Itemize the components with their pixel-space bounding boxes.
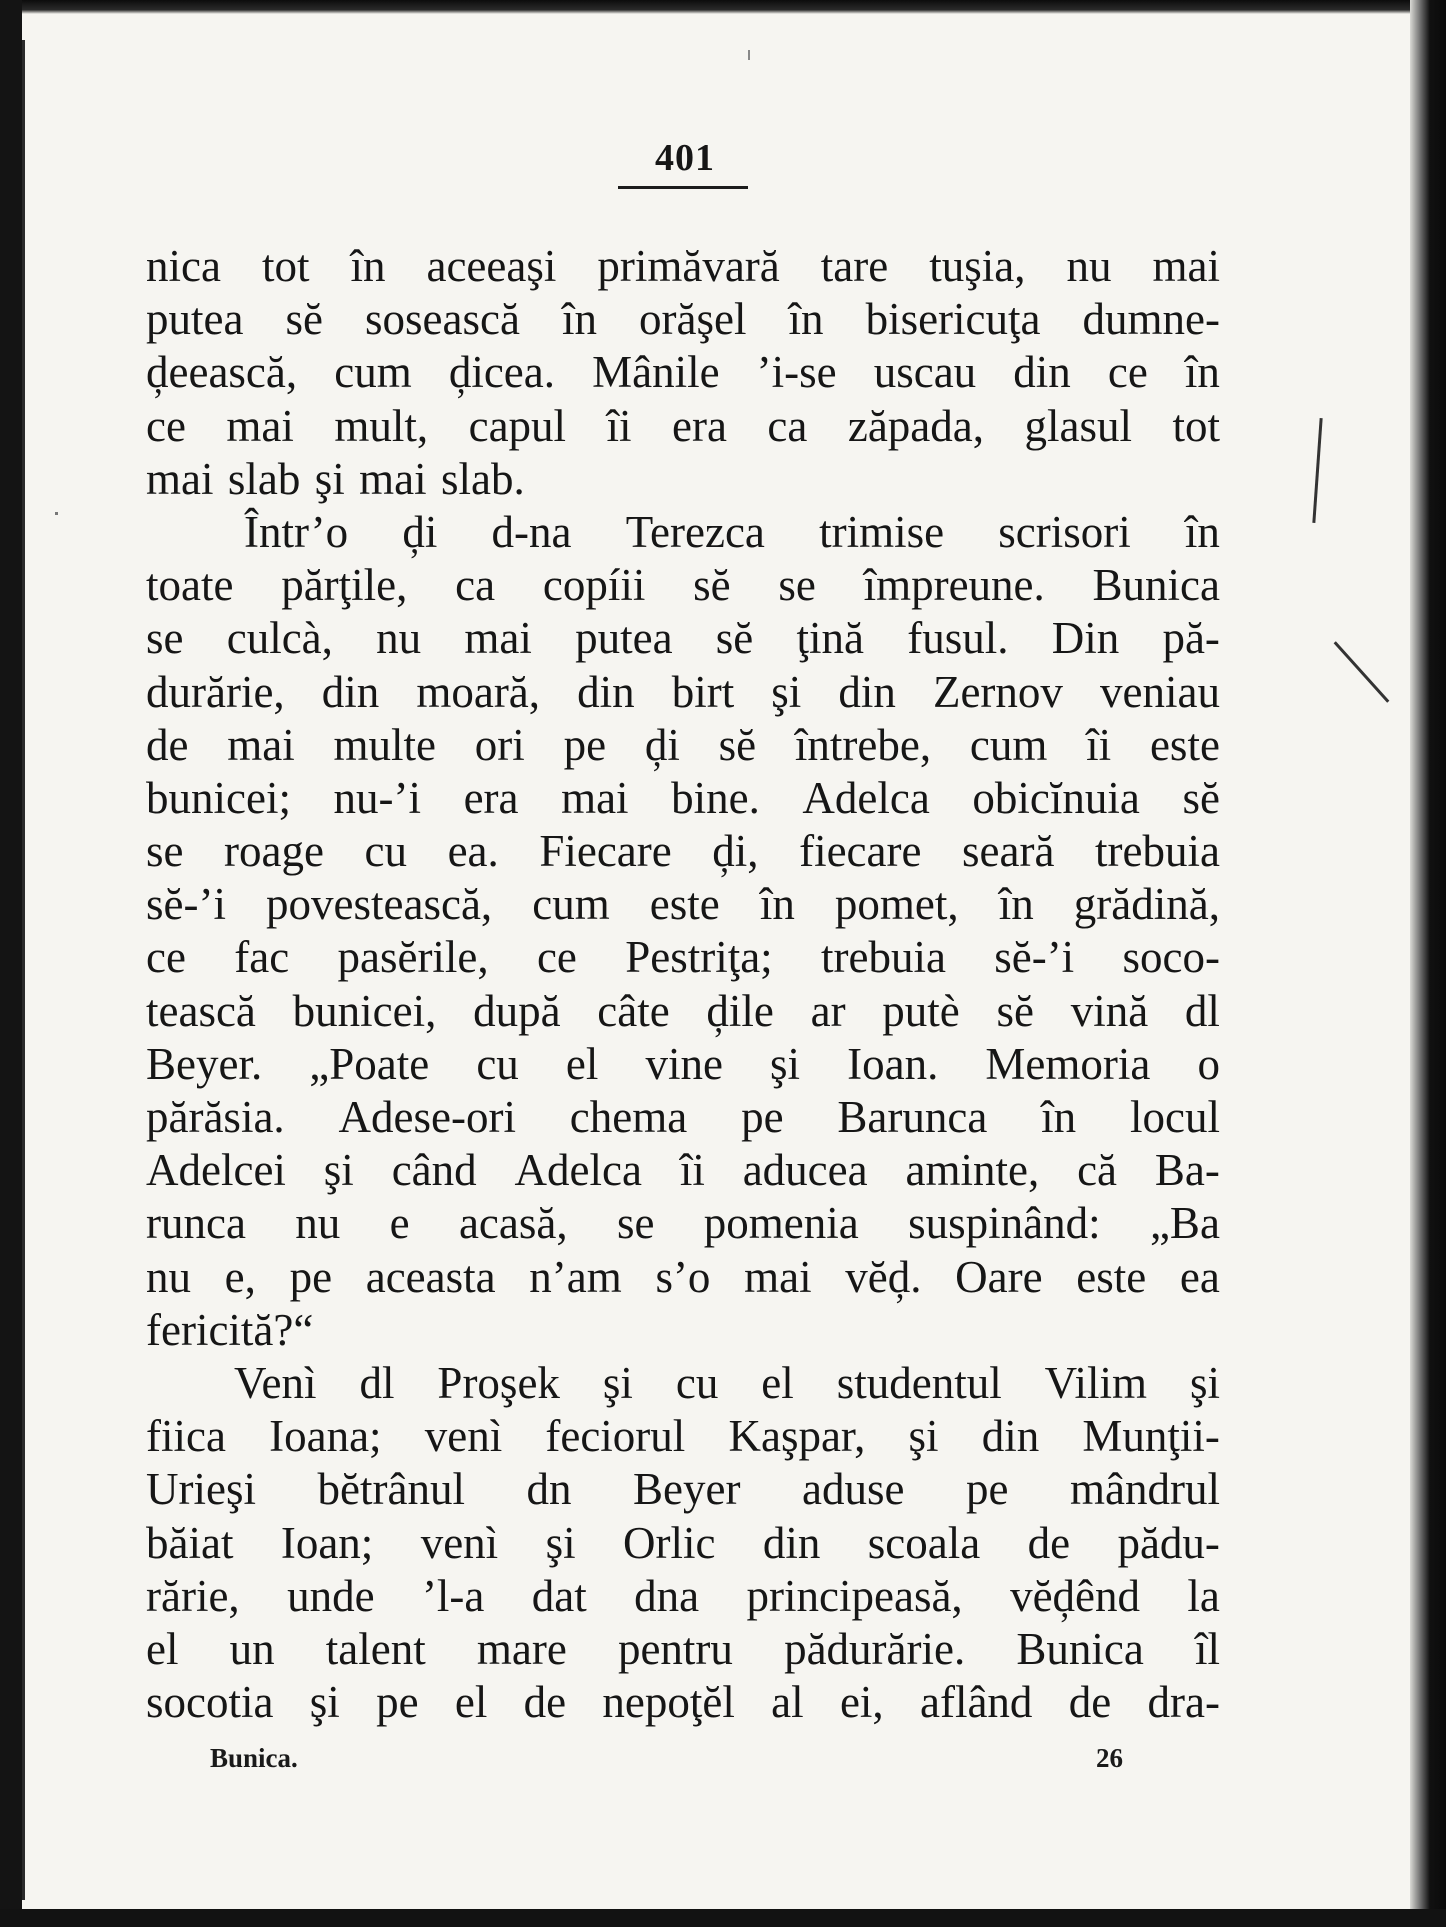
word: seară [962, 826, 1055, 877]
word: ḑeească, [146, 347, 298, 398]
word: Bunica [1092, 560, 1220, 611]
word: putea [146, 294, 244, 345]
word: zăpada, [847, 400, 984, 451]
scan-speck [748, 50, 750, 60]
word: pă- [1162, 613, 1220, 664]
word: Adelcei [146, 1145, 286, 1196]
word: tească [146, 985, 256, 1036]
word: cum [532, 879, 610, 930]
word: Venì [234, 1357, 317, 1408]
word: cum [969, 719, 1048, 770]
word: din [981, 1411, 1040, 1462]
text-line [146, 1197, 1220, 1250]
word: mai [146, 453, 214, 504]
word: mai [464, 613, 532, 664]
word: e [389, 1198, 410, 1249]
word: ţină [796, 613, 864, 664]
word: ca [767, 400, 808, 451]
word: dat [531, 1570, 587, 1621]
word: fericită?“ [146, 1304, 314, 1355]
word: putea [575, 613, 673, 664]
word: fusul. [907, 613, 1009, 664]
word: din [762, 1517, 821, 1568]
text-line [146, 346, 1220, 399]
word: ḑi [402, 506, 438, 557]
word: locul [1130, 1092, 1220, 1142]
word: pe [741, 1092, 784, 1142]
word: ce [146, 932, 186, 983]
word: venì [424, 1411, 503, 1462]
word: nica [146, 241, 221, 291]
word: şi [545, 1517, 576, 1568]
word: împreune. [863, 560, 1045, 611]
word: s’o [655, 1251, 711, 1302]
word: Mânile [592, 347, 720, 398]
word: scrisori [998, 506, 1131, 557]
text-line [146, 1091, 1220, 1144]
word: sosească [365, 294, 520, 345]
text-line [146, 506, 1220, 559]
word: era [463, 772, 519, 823]
word: primăvară [597, 241, 780, 291]
word: ca [455, 560, 496, 611]
word: vĕḑênd [1010, 1570, 1141, 1621]
page-number-rule [618, 186, 748, 189]
word: ḑile [706, 985, 774, 1036]
word: obicĭnuia [972, 772, 1140, 823]
word: Adese-ori [338, 1092, 516, 1142]
word: aceasta [365, 1251, 496, 1302]
word: aduse [802, 1464, 905, 1515]
scan-border-left [0, 0, 22, 1927]
word: e, [224, 1251, 256, 1302]
word: Oare [955, 1251, 1043, 1302]
word: sĕ [718, 719, 757, 770]
word: pe [289, 1251, 333, 1302]
word: pe [376, 1677, 419, 1728]
text-line [146, 240, 1220, 293]
word: d-na [491, 506, 572, 557]
word: este [1149, 719, 1220, 770]
word: fac [234, 932, 290, 983]
word: Pestriţa; [625, 932, 773, 983]
text-line [146, 293, 1220, 346]
word: întrebe, [794, 719, 932, 770]
word: vine [645, 1038, 723, 1089]
scan-speck [55, 512, 58, 515]
word: Kaşpar, [728, 1411, 866, 1462]
word: venì [420, 1517, 499, 1568]
text-line [146, 931, 1220, 984]
text-line [146, 612, 1220, 665]
word: dumne- [1082, 294, 1220, 345]
text-line [146, 719, 1220, 772]
word: orăşel [639, 294, 747, 345]
word: ar [810, 985, 846, 1036]
word: de [146, 719, 189, 770]
word: bunicei, [292, 985, 437, 1036]
text-line [146, 1623, 1220, 1676]
word: este [1076, 1251, 1147, 1302]
word: cu [675, 1357, 719, 1408]
word: aflând [919, 1677, 1033, 1728]
word: sĕ [996, 985, 1034, 1036]
word: aceeaşi [426, 241, 557, 291]
word: Munţii- [1082, 1411, 1220, 1462]
text-line [146, 1570, 1220, 1623]
word: durărie, [146, 666, 285, 717]
word: în [788, 294, 824, 345]
word: din [1013, 347, 1071, 398]
word: veniau [1100, 666, 1220, 717]
word: bĕtrânul [317, 1464, 465, 1515]
word: Ioana; [269, 1411, 382, 1462]
text-line [146, 1357, 1220, 1410]
word: sĕ [285, 294, 323, 345]
word: runca [146, 1198, 246, 1249]
word: putè [882, 985, 960, 1036]
word: el [565, 1038, 599, 1089]
scan-border-right [1410, 0, 1446, 1927]
word: sĕ [693, 560, 731, 611]
word: Adelca [802, 772, 930, 823]
text-line [146, 1410, 1220, 1463]
word: pasĕrile, [337, 932, 489, 983]
footer-signature: Bunica. [210, 1743, 298, 1773]
word: n’am [529, 1251, 622, 1302]
word: fiecare [799, 826, 922, 877]
word: în [1041, 1092, 1077, 1142]
word: Într’o [244, 506, 349, 557]
word: tuşia, [929, 241, 1026, 291]
word: ḑi, [712, 826, 759, 877]
text-line [146, 1251, 1220, 1304]
word: mult, [334, 400, 429, 451]
word: uscau [873, 347, 977, 398]
word: în [1184, 506, 1220, 557]
text-line [146, 1517, 1220, 1570]
word: rărie, [146, 1570, 240, 1621]
word: trebuia [1094, 826, 1220, 877]
word: îl [1194, 1623, 1220, 1674]
word: Vilim [1044, 1357, 1147, 1408]
word: el [454, 1677, 488, 1728]
word: el [146, 1623, 179, 1674]
footer-sheet-number: 26 [1096, 1743, 1123, 1773]
word: pe [563, 719, 607, 770]
word: din [321, 666, 380, 717]
word: cu [476, 1038, 519, 1089]
word: copíii [542, 560, 646, 611]
word: se [616, 1198, 655, 1249]
word: băiat [146, 1517, 234, 1568]
page-number: 401 [655, 137, 715, 179]
word: dn [526, 1464, 572, 1515]
word: Proşek [437, 1357, 560, 1408]
word: este [649, 879, 720, 930]
word: culcà, [226, 613, 333, 664]
word: Beyer [633, 1464, 741, 1515]
word: şi [771, 666, 802, 717]
word: o [1197, 1038, 1220, 1089]
word: nu [295, 1198, 341, 1249]
word: sĕ-’i [994, 932, 1075, 983]
word: sĕ [1182, 772, 1220, 823]
word: feciorul [545, 1411, 686, 1462]
word: socotia [146, 1677, 274, 1728]
word: suspinând: [908, 1198, 1101, 1249]
word: ḑicea. [448, 347, 555, 398]
word: ce [536, 932, 577, 983]
word: bunicei; [146, 772, 291, 823]
word: după [473, 985, 561, 1036]
word: dl [1184, 985, 1220, 1036]
word: Zernov [932, 666, 1063, 717]
word: cu [364, 826, 408, 877]
word: ’i-se [756, 347, 837, 398]
word: Adelca [514, 1145, 642, 1196]
word: toate [146, 560, 234, 611]
scan-border-bottom [0, 1909, 1446, 1927]
word: acasă, [458, 1198, 568, 1249]
word: pădurărie. [784, 1623, 966, 1674]
word: pădu- [1117, 1517, 1220, 1568]
word: mai [227, 719, 295, 770]
word: pentru [617, 1623, 733, 1674]
word: Barunca [837, 1092, 988, 1142]
body-text [146, 240, 1220, 1729]
text-line [146, 878, 1220, 931]
word: soco- [1122, 932, 1220, 983]
word: şi [1189, 1357, 1220, 1408]
text-line [146, 400, 1220, 453]
word: nu [146, 1251, 191, 1302]
word: sĕ [715, 613, 754, 664]
word: dl [359, 1357, 395, 1408]
word: unde [287, 1570, 375, 1621]
word: ce [146, 400, 186, 451]
word: nu [1066, 241, 1112, 291]
word: trimise [819, 506, 945, 557]
word: se [778, 560, 816, 611]
word: pomenia [703, 1198, 859, 1249]
word: mândrul [1070, 1464, 1220, 1515]
word: chema [569, 1092, 688, 1142]
word: în [350, 241, 386, 291]
word: principeasă, [746, 1570, 963, 1621]
word: în [759, 879, 795, 930]
word: în [998, 879, 1034, 930]
scan-border-top [0, 0, 1446, 14]
word: în [1184, 347, 1220, 398]
word: din [838, 666, 896, 717]
word: şi [323, 1145, 354, 1196]
word: glasul [1024, 400, 1132, 451]
word: de [1068, 1677, 1112, 1728]
word: tot [1172, 400, 1220, 451]
word: mai [359, 453, 427, 504]
word: şi [770, 1038, 801, 1089]
word: şi [602, 1357, 633, 1408]
word: îi [1086, 719, 1112, 770]
word: ’l-a [421, 1570, 485, 1621]
word: la [1187, 1570, 1220, 1621]
text-line [146, 1304, 1220, 1357]
word: când [391, 1145, 477, 1196]
word: talent [325, 1623, 426, 1674]
word: mare [476, 1623, 567, 1674]
word: că [1077, 1145, 1118, 1196]
word: de [523, 1677, 567, 1728]
word: ea [1179, 1251, 1220, 1302]
word: un [229, 1623, 275, 1674]
word: ei, [839, 1677, 884, 1728]
word: scoala [867, 1517, 981, 1568]
text-line [146, 666, 1220, 719]
word: în [561, 294, 597, 345]
word: şi [309, 1677, 340, 1728]
word: „Poate [309, 1038, 430, 1089]
word: al [771, 1677, 804, 1728]
word: el [761, 1357, 794, 1408]
word: roage [224, 826, 324, 877]
word: mai [561, 772, 629, 823]
word: ea. [447, 826, 499, 877]
word: mai [226, 400, 294, 451]
text-line [146, 1463, 1220, 1516]
word: îi [606, 400, 632, 451]
word: aducea [742, 1145, 868, 1196]
word: şi [314, 453, 345, 504]
word: slab [227, 453, 301, 504]
word: capul [468, 400, 567, 451]
text-line [146, 825, 1220, 878]
text-line [146, 559, 1220, 612]
scan-speck [1312, 418, 1322, 523]
word: mai [744, 1251, 812, 1302]
word: câte [597, 985, 670, 1036]
text-line [146, 1038, 1220, 1091]
word: îi [679, 1145, 705, 1196]
word: de [1027, 1517, 1071, 1568]
word: bisericuţa [865, 294, 1041, 345]
word: nepoţĕl [602, 1677, 735, 1728]
word: bine. [671, 772, 760, 823]
word: cum [334, 347, 412, 398]
word: studentul [836, 1357, 1002, 1408]
word: Terezca [625, 506, 765, 557]
word: vină [1070, 985, 1149, 1036]
word: multe [333, 719, 437, 770]
word: ḑi [644, 719, 680, 770]
binding-line [22, 40, 25, 1900]
word: Memoria [985, 1038, 1151, 1089]
word: tot [261, 241, 310, 291]
word: Ioan. [847, 1038, 939, 1089]
word: părăsia. [146, 1092, 285, 1142]
word: Ioan; [280, 1517, 374, 1568]
text-line [146, 985, 1220, 1038]
word: din [577, 666, 635, 717]
word: aminte, [905, 1145, 1040, 1196]
word: „Ba [1149, 1198, 1220, 1249]
word: birt [671, 666, 735, 717]
word: Bunica [1016, 1623, 1144, 1674]
word: pomet, [834, 879, 959, 930]
word: Din [1051, 613, 1120, 664]
word: dna [634, 1570, 700, 1621]
word: nu [376, 613, 422, 664]
word: mai [1152, 241, 1220, 291]
word: se [146, 826, 184, 877]
word: sĕ-’i [146, 879, 226, 930]
text-line [146, 1676, 1220, 1729]
word: pe [966, 1464, 1009, 1515]
word: se [146, 613, 184, 664]
scan-speck [1334, 641, 1390, 702]
word: ce [1107, 347, 1148, 398]
word: slab. [441, 453, 525, 504]
word: Ba- [1154, 1145, 1220, 1196]
word: nu-’i [333, 772, 422, 823]
word: era [672, 400, 727, 451]
word: moară, [416, 666, 541, 717]
text-line [146, 453, 1220, 506]
word: dra- [1147, 1677, 1220, 1728]
word: ori [474, 719, 525, 770]
text-line [146, 772, 1220, 825]
word: grădină, [1073, 879, 1220, 930]
text-line [146, 1144, 1220, 1197]
word: povestească, [266, 879, 493, 930]
word: Beyer. [146, 1038, 263, 1089]
word: fiica [146, 1411, 226, 1462]
word: Orlic [622, 1517, 716, 1568]
word: părţile, [281, 560, 408, 611]
word: vĕḑ. [845, 1251, 922, 1302]
word: Urieşi [146, 1464, 256, 1515]
word: Fiecare [539, 826, 672, 877]
word: şi [908, 1411, 939, 1462]
word: tare [820, 241, 889, 291]
word: trebuia [820, 932, 946, 983]
